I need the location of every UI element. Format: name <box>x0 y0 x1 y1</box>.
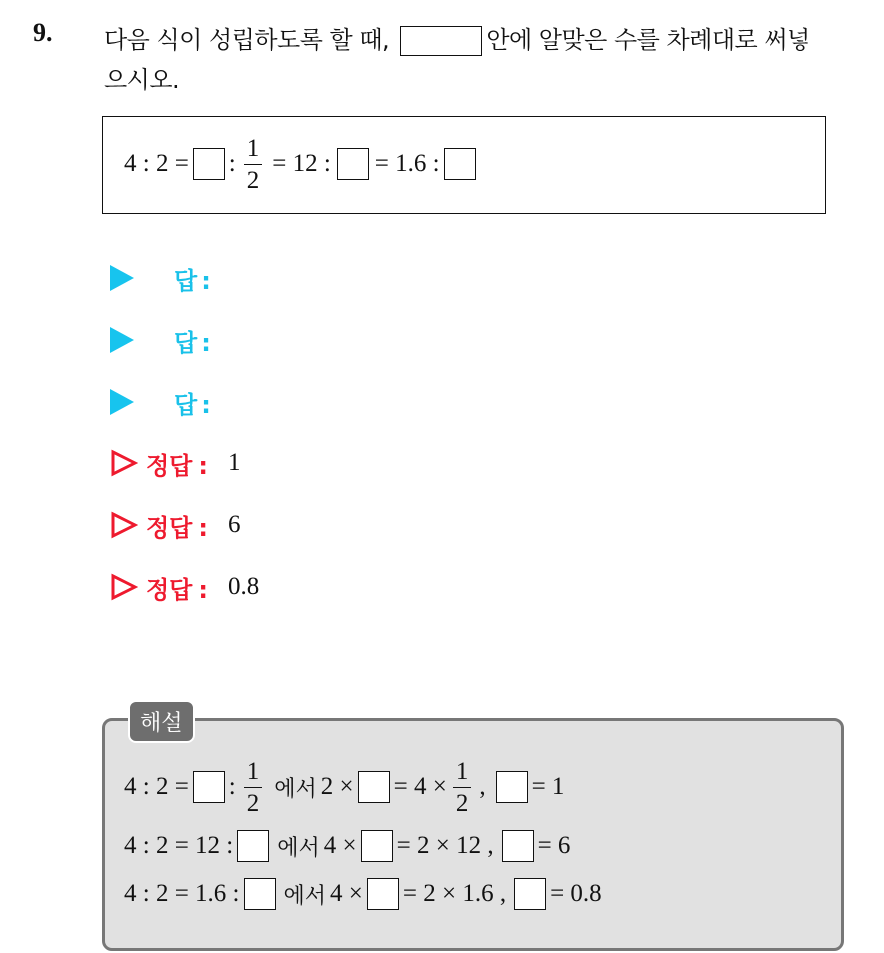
fraction-numerator: 1 <box>453 759 472 788</box>
hollow-triangle-icon <box>110 449 138 477</box>
solution-label: 정답 : <box>146 451 208 480</box>
question-text-before-box: 다음 식이 성립하도록 할 때, <box>104 26 390 54</box>
expl1-word: 에서 <box>274 776 317 802</box>
solution-label: 정답 : <box>146 575 208 604</box>
blank-box <box>193 771 225 803</box>
expl3-c: 4 × <box>330 880 363 907</box>
hollow-triangle-icon <box>110 573 138 601</box>
solution-label: 정답 : <box>146 513 208 542</box>
answer-row-1 <box>110 258 211 298</box>
blank-box <box>502 830 534 862</box>
expl2-c: 4 × <box>323 832 357 859</box>
question-text-after-box: 안에 알맞은 수를 차례대로 써넣 <box>486 26 810 54</box>
blank-box <box>237 830 269 862</box>
expl2-a: 4 : 2 = 12 : <box>124 832 234 859</box>
solution-row-3 <box>110 567 259 607</box>
blank-box <box>367 878 399 910</box>
play-triangle-icon <box>110 389 134 415</box>
blank-box <box>361 830 393 862</box>
expl1-c: 2 × <box>320 773 354 800</box>
blank-box <box>514 878 546 910</box>
play-triangle-icon <box>110 327 134 353</box>
expl2-word: 에서 <box>277 835 320 861</box>
equation-fraction <box>244 136 263 193</box>
expl1-fraction-2 <box>453 759 472 816</box>
expl3-f: = 0.8 <box>550 880 602 907</box>
equation-blank-2 <box>337 148 369 180</box>
equation <box>124 134 480 194</box>
explanation-line-3 <box>124 874 602 914</box>
equation-blank-1 <box>193 148 225 180</box>
solution-row-1 <box>110 443 240 483</box>
expl2-f: = 6 <box>537 832 571 859</box>
equation-part2: = 12 : <box>272 150 331 177</box>
explanation-line-2 <box>124 826 570 866</box>
answer-label: 답 : <box>174 390 211 419</box>
expl1-fraction <box>244 759 263 816</box>
fraction-denominator: 2 <box>246 789 260 817</box>
equation-part1: 4 : 2 = <box>124 150 189 177</box>
expl1-colon: : <box>228 773 236 800</box>
fraction-denominator: 2 <box>455 789 469 817</box>
answer-row-2 <box>110 320 211 360</box>
blank-box <box>244 878 276 910</box>
explanation-tag: 해설 <box>128 700 195 743</box>
answer-label: 답 : <box>174 266 211 295</box>
answer-label: 답 : <box>174 328 211 357</box>
blank-box <box>496 771 528 803</box>
expl1-f: = 1 <box>531 773 565 800</box>
expl1-comma: , <box>479 773 486 800</box>
fraction-denominator: 2 <box>246 166 260 194</box>
blank-box <box>358 771 390 803</box>
solution-value: 1 <box>227 449 241 476</box>
expl2-d: = 2 × 12 , <box>396 832 494 859</box>
fraction-numerator: 1 <box>244 136 263 165</box>
expl1-a: 4 : 2 = <box>124 773 189 800</box>
question-text-line2: 으시오. <box>104 66 180 94</box>
explanation-line-1 <box>124 758 564 816</box>
equation-part3: = 1.6 : <box>374 150 440 177</box>
expl3-word: 에서 <box>283 883 327 909</box>
expl3-d: = 2 × 1.6 , <box>402 880 507 907</box>
answer-row-3 <box>110 382 211 422</box>
solution-value: 6 <box>227 511 241 538</box>
hollow-triangle-icon <box>110 511 138 539</box>
question-text-line1 <box>104 20 810 56</box>
expl1-d: = 4 × <box>393 773 447 800</box>
equation-blank-3 <box>444 148 476 180</box>
play-triangle-icon <box>110 265 134 291</box>
blank-box <box>400 26 482 56</box>
question-number: 9. <box>33 18 53 47</box>
solution-value: 0.8 <box>227 573 260 600</box>
fraction-numerator: 1 <box>244 759 263 788</box>
equation-colon: : <box>228 150 236 177</box>
expl3-a: 4 : 2 = 1.6 : <box>124 880 240 907</box>
solution-row-2 <box>110 505 240 545</box>
